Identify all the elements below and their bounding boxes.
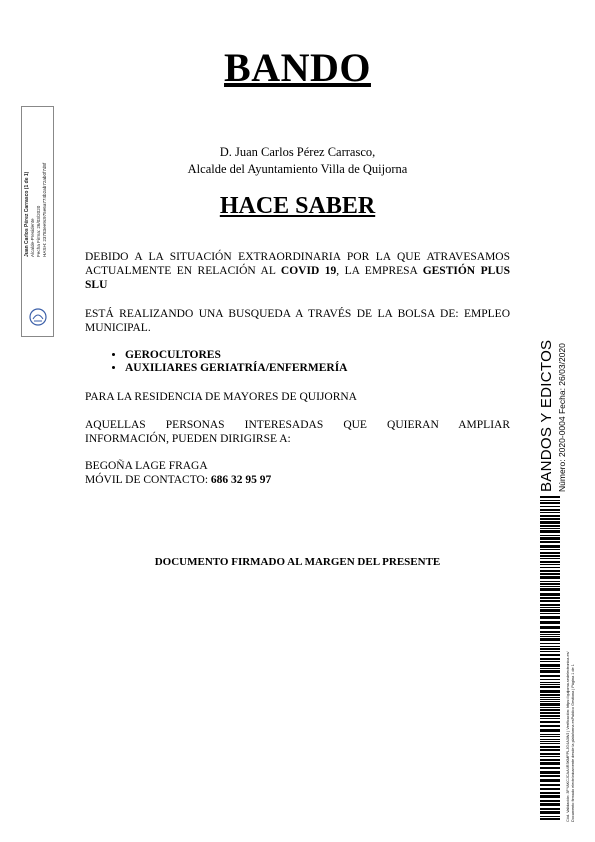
seal-icon: [28, 307, 48, 327]
list-item: • GEROCULTORES: [125, 349, 510, 362]
hace-saber-heading: HACE SABER: [219, 193, 376, 219]
alcalde-title: Alcalde del Ayuntamiento Villa de Quijorna: [187, 162, 408, 176]
register-title: BANDOS Y EDICTOS: [538, 339, 555, 492]
paragraph-residence: PARA LA RESIDENCIA DE MAYORES DE QUIJORNA: [85, 391, 357, 403]
page-title: BANDO: [224, 45, 371, 90]
verification-text: [566, 522, 576, 822]
list-item: • AUXILIARES GERIATRÍA/ENFERMERÍA: [125, 362, 510, 375]
verification-line: Documento firmado electrónicamente desde la plataforma esPublico Gestiona | Página 1 de 1: [571, 664, 575, 822]
contact-phone-line: [85, 473, 510, 487]
verification-line: Cód. Validación: 3FYAKCJCAA4R3KMFPLJG4A3WJ | Verificación: https://quijorna.sedelectronica.es/: [566, 651, 570, 822]
contact-name: BEGOÑA LAGE FRAGA: [85, 460, 208, 472]
contact-block: [85, 459, 510, 487]
alcalde-block: [0, 144, 595, 178]
alcalde-name: D. Juan Carlos Pérez Carrasco,: [219, 145, 376, 159]
paragraph-search: ESTÁ REALIZANDO UNA BUSQUEDA A TRAVÉS DE LA BOLSA DE: EMPLEO MUNICIPAL.: [85, 308, 510, 334]
contact-phone-label: MÓVIL DE CONTACTO:: [85, 474, 211, 486]
signer-role: Alcalde-Presidente: [30, 218, 35, 257]
covid-label: COVID 19: [280, 265, 337, 277]
barcode-icon: [540, 496, 560, 822]
paragraph-situation-text: DEBIDO A LA SITUACIÓN EXTRAORDINARIA POR LA QUE ATRAVESAMOS ACTUALMENTE EN RELACIÓN AL: [85, 251, 510, 277]
paragraph-situation-text-2: , LA EMPRESA: [336, 265, 423, 277]
signature-stamp: [21, 106, 54, 337]
job-list: [85, 349, 510, 375]
signature-date: Fecha Firma: 26/03/2020: [36, 205, 41, 257]
signature-hash: HASH: 23783ee9c975e6a774b2ab72ab0f7d8f: [42, 162, 47, 257]
contact-phone: 686 32 95 97: [210, 474, 272, 486]
signed-note: DOCUMENTO FIRMADO AL MARGEN DEL PRESENTE: [154, 556, 441, 568]
paragraph-situation: [85, 250, 510, 292]
paragraph-info: AQUELLAS PERSONAS INTERESADAS QUE QUIERAN AMPLIAR INFORMACIÓN, PUEDEN DIRIGIRSE A:: [85, 419, 510, 445]
register-meta: Número: 2020-0004 Fecha: 26/03/2020: [557, 343, 567, 492]
signature-stamp-text: [24, 107, 54, 257]
company-name: GESTIÓN PLUS SLU: [85, 265, 510, 291]
signer-name: Juan Carlos Pérez Carrasco (1 de 1): [24, 171, 30, 257]
